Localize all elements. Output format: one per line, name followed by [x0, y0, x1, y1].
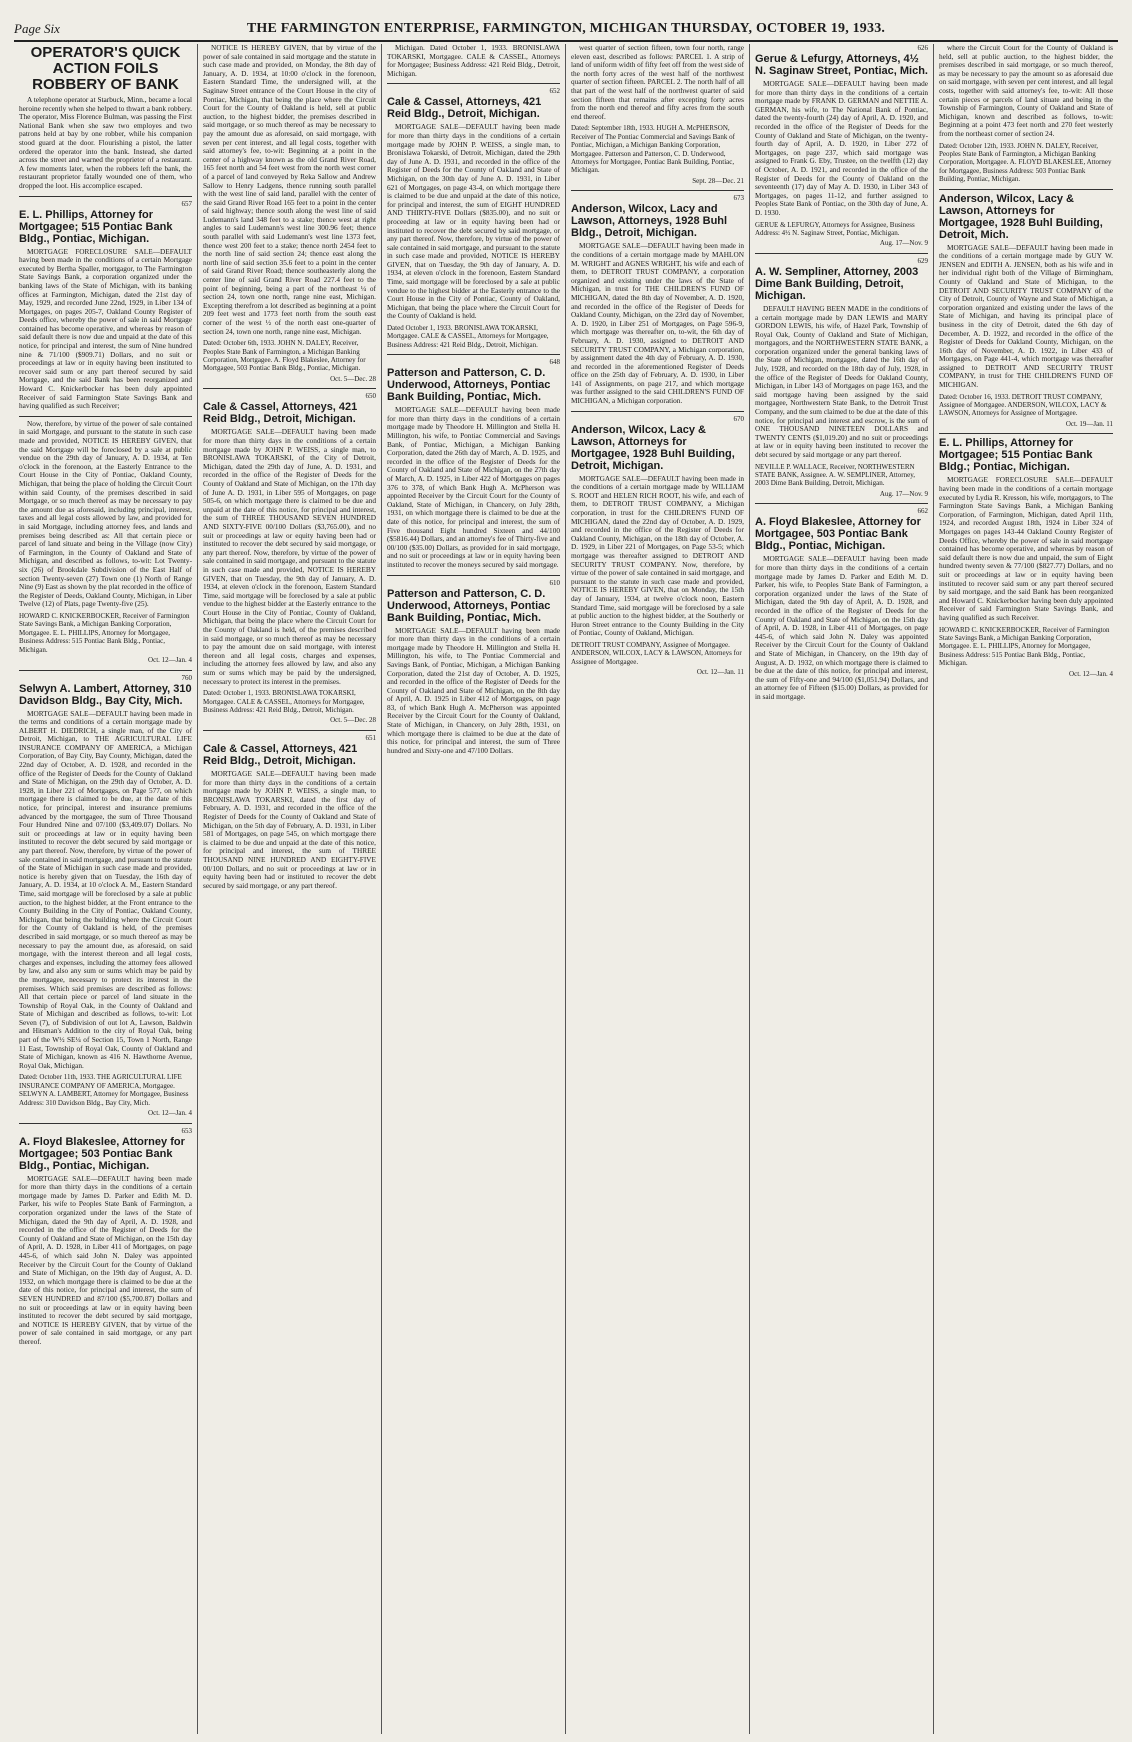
legal-notice — [387, 358, 560, 569]
notice-divider — [203, 730, 376, 731]
notice-number: 650 — [365, 392, 376, 401]
notice-signature: Dated: October 6th, 1933. JOHN N. DALEY, Receiver, Peoples State Bank of Farmington, a Michigan Banking Corporation, Mortgagee. A. Floyd Blakeslee, Attorney for Mortgagee, 503 Pontiac Bank Bldg., Pontiac, Michigan. — [203, 339, 366, 373]
column-5 — [750, 44, 934, 1734]
notice-run-dates: Oct. 12—Jan. 4 — [148, 1109, 192, 1118]
legal-notice — [19, 420, 192, 665]
notice-divider — [19, 670, 192, 671]
notice-divider — [571, 411, 744, 412]
legal-notice — [755, 44, 928, 248]
notice-heading: A. Floyd Blakeslee, Attorney for Mortgagee; 503 Pontiac Bank Bldg., Pontiac, Michigan. — [19, 1135, 185, 1172]
notice-run-dates: Oct. 19—Jan. 11 — [1065, 419, 1113, 428]
notice-body: MORTGAGE SALE—DEFAULT having been made in the conditions of a certain mortgage made by WILLIAM S. ROOT and HELEN RICH ROOT, his wife, and each of them, to DETROIT TRUST COMPANY, a Michigan corporation, in trust for the CHILDREN'S FUND OF MICHIGAN, dated the 22nd day of October, A. D. 1929, and recorded in the office of the Register of Deeds for Oakland County, Michigan, on the 18th day of October, A. D. 1929, in Liber 221 of Mortgages, on Page 53-5; which mortgage was thereafter assigned to DETROIT AND SECURITY TRUST COMPANY. Now, therefore, by virtue of the power of sale contained in said mortgage, and pursuant to the statute in such case made and provided, NOTICE IS HEREBY GIVEN, that on Monday, the 15th day of January, 1934, at twelve o'clock noon, Eastern Standard Time, said mortgage will be foreclosed by a sale at public auction to the highest bidder, at the Southerly or Huron Street entrance to the County Building in the City of Pontiac, County of Oakland, Michigan. — [571, 473, 744, 638]
masthead — [14, 14, 1118, 42]
legal-notice — [387, 87, 560, 349]
column-1 — [14, 44, 198, 1734]
columns — [14, 44, 1118, 1734]
notice-number: 662 — [917, 507, 928, 516]
notice-body: MORTGAGE SALE—DEFAULT having been made in the terms and conditions of a certain mortgage made by ALBERT H. DIEDRICH, a single man, of the City of Detroit, Michigan, to THE AGRICULTURAL LIFE INSURANCE COMPANY OF AMERICA, a Michigan Corporation, of Bay City, Bay County, Michigan, dated the 22nd day of October, A. D. 1928, and recorded in the office of the Register of Deeds for the County of Oakland and State of Michigan, on the 29th day of October, A. D. 1928, in Liber 221 of Mortgages, on Page 577, on which mortgage there is claimed to be due, at the date of this notice, for principal, interest and insurance premiums advanced by the mortgagee, the sum of Three Thousand Four Hundred Nine and 07/100 ($3,409.07) Dollars. No suit or proceedings at law or in equity having been instituted to recover the debt secured by said mortgage or any part thereof. Now, therefore, by virtue of the power of sale contained in said mortgage, and pursuant to the statute of the State of Michigan in such case made and provided, notice is hereby given that on Tuesday, the 16th day of January, A. D. 1934, at 10 o'clock A. M., Eastern Standard Time, said mortgage will be foreclosed by a sale at public auction, to the highest bidder, at the Front entrance to the County Building in the City of Pontiac, Oakland County, Michigan, that being the building where the Circuit Court for the County of Oakland is held, of the premises described in said mortgage, or so much thereof as may be necessary to pay the amount due, as aforesaid, on said mortgage, with the interest thereon and all legal costs, charges and expenses, including the attorney fees allowed by law, and also any sum or sums which may be paid by the mortgagee, necessary to protect its interest in the premises. Which said premises are described as follows: All that certain piece or parcel of land situate in the Township of Royal Oak, in the County of Oakland and State of Michigan and described as follows, to-wit: Lot Seven (7), of Subdivision of out lot A, Lawson, Baldwin and Hitsman's Addition to the city of Royal Oak, being part of the W½ SE¼ of Section 15, Town 1 North, Range 11 East, Township of Royal Oak, County of Oakland and State of Michigan, known as 416 N. Hawthorne Avenue, Royal Oak, Michigan. — [19, 708, 192, 1070]
notice-number: 652 — [549, 87, 560, 96]
notice-run-dates: Oct. 5—Dec. 28 — [330, 716, 376, 725]
legal-notice — [571, 44, 744, 185]
notice-body: NOTICE IS HEREBY GIVEN, that by virtue of the power of sale contained in said mortgage and the statute in such case made and provided, on Monday, the 8th day of January, A. D. 1934, at 10:00 o'clock in the forenoon, Eastern Standard Time, the undersigned will, at the Saginaw Street entrance of the Court House in the city of Pontiac, Michigan, that being the place where the Circuit Court for the County of Oakland is held, sell at public auction, to the highest bidder, the premises described in said mortgage, or so much thereof as may be necessary to pay the amount due as aforesaid, on said mortgage, with seven per cent interest, and all legal costs, together with said attorney's fee, to-wit: Beginning at a point in the center of a highway known as the old Grand River Road, 165 feet north and 54 feet west from the north west corner of a parcel of land conveyed by Reka Sallow and Andrew Sallow to Henry Ladgens, thence running south parallel with the west line of said land, parallel with the center of the said Grand River Road 165 feet to a point in the center of said highway; thence south along the west line of said Ludemann's land 348 feet to a stake; thence west at right angles to said Ludemann's west line 300.96 feet; thence south parallel with said Ludemann's west line 1373 feet, thence west 200 feet to a stake; thence north 2454 feet to the north line of said section 24; thence east along the north line of said section 35.6 feet to a point in the center of said Grand River Road; thence southeasterly along the center line of said Grand River Road 227.4 feet to the point of beginning, being a part of the northeast ¼ of section 24, town one north, range nine east, Michigan. Excepting therefrom a lot described as beginning at a point 209 feet west and 1773 feet north from the south east corner of the west ½ of the north east one-quarter of section 24, town one north, range nine east, Michigan. — [203, 44, 376, 336]
notice-signature: Dated: October 1, 1933. BRONISLAWA TOKARSKI, Mortgagee. CALE & CASSEL, Attorneys for Mortgagee, Business Address: 421 Reid Bldg., Detroit, Michigan. — [203, 689, 365, 715]
legal-notice — [387, 579, 560, 756]
notice-number: 657 — [181, 199, 192, 208]
notice-divider — [571, 190, 744, 191]
notice-body: MORTGAGE FORECLOSURE SALE—DEFAULT having been made in the conditions of a certain Mortgage executed by Bertha Spaller, mortgagor, to The Farmington State Savings Bank, a corporation organized under the banking laws of the State of Michigan, with its banking offices at Farmington, Michigan, dated the 21st day of May, 1929, and recorded June 22nd, 1929, in Liber 134 of Mortgages, on pages 205-7, Oakland County Register of Deeds office, whereby the power of sale in said Mortgage contained has become operative, and whereas by reason of said default there is now due and unpaid at the date of this notice, for principal and interest, the sum of Nine hundred nine & 71/100 ($909.71) Dollars, and no suit or proceedings at law or in equity having been instituted to recover said sum or any part thereof secured by said Mortgage, and the said Bank has been reorganized and Howard C. Knickerbocker has been duly appointed Receiver of said Farmington State Savings Bank and having qualified as such Receiver; — [19, 246, 192, 411]
notice-run-dates: Oct. 12—Jan. 4 — [1069, 669, 1113, 678]
column-6 — [934, 44, 1118, 1734]
notice-signature: Dated: October 12th, 1933. JOHN N. DALEY, Receiver, Peoples State Bank of Farmington, a Michigan Banking Corporation, Mortgagee. A. FLOYD BLAKESLEE, Attorney for Mortgagee, Business Address: 503 Pontiac Bank Building, Pontiac, Michigan. — [939, 141, 1112, 184]
notice-divider — [387, 83, 560, 84]
legal-notice — [19, 1127, 192, 1347]
notice-body: Now, therefore, by virtue of the power of sale contained in said Mortgage, and pursuant to the statute in such case made and provided, NOTICE IS HEREBY GIVEN, that the said Mortgage will be foreclosed by a sale at public vendue on the 29th day of January, A. D. 1934, at Ten o'clock in the forenoon, at the Easterly Entrance to the Court House in the City of Pontiac, Oakland County, Michigan, that being the place of holding the Circuit Court within said County, of the premises described in said Mortgage, or so much thereof as may be necessary to pay the amount due as aforesaid, including principal, interest, taxes and all legal costs allowed by law, and provided for in said Mortgage, including attorney fees, and lands and premises being described as: All that certain piece or parcel of land situate and being in the Village (now City) of Farmington, in the County of Oakland and State of Michigan, and described as follows, to-wit: Lot Twenty-six (26) of Brookdale Subdivision of the East Half of section Twenty-seven (27) Town one (1) North of Range Nine (9) East as shown by the plat recorded in the office of the Register of Deeds, Oakland County, Michigan, in Liber Twelve (12) of Plats, page Twenty-five (25). — [19, 418, 192, 609]
notice-run-dates: Aug. 17—Nov. 9 — [879, 239, 928, 248]
notice-body: A telephone operator at Starbuck, Minn., became a local heroine recently when she helped to thwart a bank robbery. The operator, Miss Florence Bulman, was passing the First National Bank when she saw two employes and two patrons held at bay by one robber, while his companion stood guard at the door. Flourishing a pistol, the latter ordered the operator into the bank. Instead, she darted across the street and warned the proprietor of a restaurant. A few moments later, when the robbers left the bank, the restaurant proprietor fatally wounded one of them, who dropped the loot. His accomplice escaped. — [19, 95, 192, 190]
column-2 — [198, 44, 382, 1734]
notice-number: 648 — [549, 358, 560, 367]
notice-divider — [19, 196, 192, 197]
notice-divider — [387, 354, 560, 355]
notice-body: MORTGAGE SALE—DEFAULT having been made for more than thirty days in the conditions of a certain mortgage made by FRANK D. GERMAN and NETTIE A. GERMAN, his wife, to The National Bank of Pontiac, dated the twenty-fourth (24) day of April, A. D. 1920, and recorded in the office of the Register of Deeds for the County of Oakland and State of Michigan, on the twenty-fourth day of April, A. D. 1920, in Liber 272 of Mortgages, on page 237, which said mortgage was assigned to Frank G. Eby, Trustee, on the twelfth (12) day of October, A. D. 1921, and recorded in the office of the Register of Deeds for the County of Oakland on the seventeenth (17) day of May A. D. 1930, in Liber 343 of Mortgages, on pages 11-12, and further assigned to Peoples State Bank of Pontiac, on the 30th day of June, A. D. 1930. — [755, 79, 928, 217]
notice-body: MORTGAGE FORECLOSURE SALE—DEFAULT having been made in the conditions of a certain mortgage executed by Lydia R. Kresson, his wife, mortgagors, to The Farmington State Savings Bank, a Michigan Banking Corporation, of Farmington, Michigan, dated April 11th, 1924, and recorded August 18th, 1924 in Liber 324 of Mortgages on pages 143-44 Oakland County Register of Deeds Office, whereby the power of sale in said mortgage contained has become operative, and whereas by reason of said default there is now due and unpaid, the sum of Eight hundred twenty seven & 77/100 ($827.77) Dollars, and no suit or proceedings at law or in equity having been instituted to recover said sum or any part thereof secured by said mortgage, and the said Bank has been reorganized and Howard C. Knickerbocker having been duly appointed Receiver of said Farmington State Savings Bank, and having qualified as such Receiver. — [939, 475, 1113, 622]
notice-heading: Patterson and Patterson, C. D. Underwood, Attorneys, Pontiac Bank Building, Pontiac, Mich. — [387, 367, 551, 404]
notice-body: MORTGAGE SALE—DEFAULT having been made for more than thirty days in the conditions of a certain mortgage made by JOHN P. WEISS, a single man, to BRONISLAWA TOKARSKI, dated the first day of February, A. D. 1931, and recorded in the office of the Register of Deeds for the County of Oakland and State of Michigan, on the 5th day of February, A. D. 1931, in Liber 581 of Mortgages, on page 545, on which mortgage there is claimed to be due and unpaid at the date of this notice, for principal and interest, the sum of THREE THOUSAND NINE HUNDRED AND EIGHTY-FIVE 00/100 Dollars, and no suit or proceedings at law or in equity having been had or instituted to recover the debt secured by said mortgage, or any part thereof. — [203, 769, 376, 890]
notice-number: 670 — [733, 414, 744, 423]
column-3 — [382, 44, 566, 1734]
notice-heading: Anderson, Wilcox, Lacy & Lawson, Attorneys for Mortgagee, 1928 Buhl Building, Detroit, Michigan. — [571, 423, 735, 472]
legal-notice — [939, 44, 1113, 184]
legal-notice — [755, 507, 928, 701]
legal-notice — [19, 200, 192, 411]
notice-body: MORTGAGE SALE—DEFAULT having been made for more than thirty days in the conditions of a certain mortgage made by James D. Parker and Edith M. D. Parker, his wife to Peoples State Bank of Farmington, a corporation organized under the laws of the State of Michigan, dated the 9th day of April, A. D. 1928, and recorded in the office of the Register of Deeds for the County of Oakland and State of Michigan, on the 15th day of April, A. D. 1928, in Liber 411 of Mortgages, on page 445-6, of which said John N. Daley was appointed Receiver by the Circuit Court for the County of Oakland and State of Michigan, on the 19th day of August, A. D. 1932, on which mortgage there is claimed to be due at the date of this notice, for principal and interest, the sum of SEVEN HUNDRED and 87/100 ($5,700.87) Dollars and no suit or proceedings at law or in equity having been instituted to recover the debt secured by said mortgage, and NOTICE IS HEREBY GIVEN, that by virtue of the power of sale contained in said mortgage, or any part thereof. — [19, 1173, 192, 1346]
notice-number: 760 — [181, 673, 192, 682]
notice-body: MORTGAGE SALE—DEFAULT having been made for more than thirty days in the conditions of a certain mortgage made by Theodore H. Millington and Stella H. Millington, his wife, to Pontiac Commercial and Savings Bank, of Pontiac, Michigan, a Michigan Banking Corporation, dated the 26th day of March, A. D. 1925, and recorded in the office of the Register of Deeds for the County of Oakland and State of Michigan, on the 27th day of March, A. D. 1925, in Liber 422 of Mortgages on pages 376 to 378, of which Bank Hugh A. McPherson was appointed Receiver by the Circuit Court for the County of Oakland, State of Michigan, in Chancery, on July 28th, 1931, on which mortgage there is claimed to be due at the date of this notice, for principal and interest, the sum of Five thousand Eight hundred Sixteen and 44/100 ($5816.44) Dollars, and an attorney's fee of Thirty-five and 00/100 ($35.00) Dollars, as provided for in said mortgage, and no suit or proceedings at law or in equity having been instituted to recover the moneys secured by said mortgage. — [387, 405, 561, 569]
legal-notice — [203, 734, 376, 890]
notice-heading: Anderson, Wilcox, Lacy & Lawson, Attorneys for Mortgagee, 1928 Buhl Building, Detroit, Mich. — [939, 192, 1103, 241]
notice-divider — [19, 1123, 192, 1124]
notice-body: DEFAULT HAVING BEEN MADE in the conditions of a certain mortgage made by DAN LEWIS and MARY GORDON LEWIS, his wife, of Hazel Park, Township of Royal Oak, County of Oakland and State of Michigan, mortgagors, and the NORTHWESTERN STATE BANK, a corporation organized under the general banking laws of the State of Michigan, mortgagee, dated the 16th day of July, 1928, and recorded on the 18th day of July, 1928, in the office of the Register of Deeds for Oakland County, Michigan, in Liber 143 of Mortgages on page 163, and the said mortgage having been assigned by the said mortgagee, Northwestern State Bank, to the Detroit Trust Company, and the sum claimed to be due at the date of this notice, for principal and interest and escrow, is the sum of ONE THOUSAND NINETEEN DOLLARS and TWENTY CENTS ($1,019.20) and no suit or proceedings at law or in equity having been instituted to recover the debt secured by said mortgage or any part thereof. — [755, 303, 928, 459]
notice-run-dates: Oct. 12—Jan. 4 — [148, 655, 192, 664]
notice-heading: Gerue & Lefurgy, Attorneys, 4½ N. Saginaw Street, Pontiac, Mich. — [755, 53, 928, 77]
notice-body: where the Circuit Court for the County of Oakland is held, sell at public auction, to the highest bidder, the premises described in said mortgage, or so much thereof, as may be necessary to pay the amount so as aforesaid due on said mortgage, with seven per cent interest, and all legal costs, together with said attorney's fee, to-wit: All those certain pieces or parcels of land situate and being in the Township of Farmington, County of Oakland and State of Michigan, known and described as follows, to-wit: Beginning at a point 473 feet north and 270 feet westerly from the northeast corner of section 24. — [939, 44, 1113, 138]
notice-signature: GERUE & LEFURGY, Attorneys for Assignee, Business Address: 4½ N. Saginaw Street, Pontiac, Michigan. — [755, 220, 915, 237]
notice-body: west quarter of section fifteen, town four north, range eleven east, described as follows: PARCEL 1. A strip of land of uniform width of fifty feet off from the west side of the north forty acres of the west half of the northwest quarter of section fifteen. PARCEL 2. The north half of all that part of the west half of the northwest quarter of said section fifteen that remains after excepting forty acres from the north end thereof and fifty acres from the south end thereof. — [571, 44, 744, 121]
legal-notice — [755, 257, 928, 499]
notice-heading: Selwyn A. Lambert, Attorney, 310 Davidson Bldg., Bay City, Mich. — [19, 682, 192, 707]
legal-notice — [203, 44, 376, 383]
notice-body: MORTGAGE SALE—DEFAULT having been made for more than thirty days in the conditions of a certain mortgage made by James D. Parker and Edith M. D. Parker, his wife, to Peoples State Bank of Farmington, a corporation organized under the laws of the State of Michigan, dated the 9th day of April, A. D. 1928, and recorded in the office of the Register of Deeds for the County of Oakland and State of Michigan, on the 15th day of April, A. D. 1928, in Liber 411 of Mortgages, on page 445-6, of which said John N. Daley was appointed Receiver by the Circuit Court for the County of Oakland and State of Michigan, in Chancery, on the 19th day of August, A. D. 1932, on which mortgage there is claimed to be due at the date of this notice, for principal and interest, the sum of Fifty-one and 94/100 ($1,051.94) Dollars, and an attorney fee of Fifteen ($15.00) Dollars, as provided for in said mortgage. — [755, 554, 928, 701]
notice-heading: Anderson, Wilcox, Lacy and Lawson, Attorneys, 1928 Buhl Bldg., Detroit, Michigan. — [571, 203, 728, 240]
legal-notice — [939, 437, 1113, 678]
notice-number: 651 — [365, 734, 376, 743]
notice-signature: HOWARD C. KNICKERBOCKER, Receiver of Farmington State Savings Bank, a Michigan Banking Corporation, Mortgagee. E. L. PHILLIPS, Attorney for Mortgagee, Business Address: 515 Pontiac Bank Bldg., Pontiac, Michigan. — [939, 625, 1110, 668]
notice-run-dates: Sept. 28—Dec. 21 — [692, 176, 744, 185]
legal-notice — [571, 194, 744, 405]
notice-signature: Dated: October 11th, 1933. THE AGRICULTURAL LIFE INSURANCE COMPANY OF AMERICA, Mortgagee. SELWYN A. LAMBERT, Attorney for Mortgagee, Business Address: 310 Davidson Bldg., Bay City, Mich. — [19, 1073, 189, 1107]
legal-notice — [203, 392, 376, 725]
notice-body: Michigan. Dated October 1, 1933. BRONISLAWA TOKARSKI, Mortgagee. CALE & CASSEL, Attorneys for Mortgagee; Business Address: 421 Reid Bldg., Detroit, Michigan. — [387, 44, 560, 78]
notice-divider — [387, 575, 560, 576]
notice-number: 673 — [733, 194, 744, 203]
notice-body: MORTGAGE SALE—DEFAULT having been made in the conditions of a certain mortgage made by GUY W. JENSEN and EDITH A. JENSEN, both as his wife and in her individual right both of the Village of Birmingham, County of Oakland and State of Michigan, to the DETROIT AND SECURITY TRUST COMPANY of the City of Detroit, County of Wayne and State of Michigan, a corporation organized and existing under the laws of the State of Michigan, and having its principal place of business in the city of Detroit, dated the 6th day of December, A. D. 1922, and recorded in the office of the Register of Deeds for Oakland County, Michigan, on the 16th day of November, A. D. 1922, in Liber 433 of Mortgages, on Page 441-4, which mortgage was thereafter assigned to DETROIT AND SECURITY TRUST COMPANY, in trust for THE CHILDREN'S FUND OF MICHIGAN. — [939, 242, 1113, 390]
notice-run-dates: Oct. 12—Jan. 11 — [696, 668, 744, 677]
legal-notice — [19, 674, 192, 1118]
notice-heading: Cale & Cassel, Attorneys, 421 Reid Bldg., Detroit, Michigan. — [203, 743, 358, 768]
notice-heading: Cale & Cassel, Attorneys, 421 Reid Bldg., Detroit, Michigan. — [387, 96, 542, 121]
notice-run-dates: Oct. 5—Dec. 28 — [330, 374, 376, 383]
column-4 — [566, 44, 750, 1734]
notice-heading: A. W. Sempliner, Attorney, 2003 Dime Bank Building, Detroit, Michigan. — [755, 265, 919, 302]
notice-heading: E. L. Phillips, Attorney for Mortgagee; 515 Pontiac Bank Bldg., Pontiac, Michigan. — [19, 208, 173, 245]
notice-body: MORTGAGE SALE—DEFAULT having been made in the conditions of a certain mortgage made by MAHLON M. WRIGHT and AGNES WRIGHT, his wife and each of them, to DETROIT TRUST COMPANY, a corporation organized and existing under the laws of the State of Michigan, in trust for THE CHILDREN'S FUND OF MICHIGAN, dated the 8th day of November, A. D. 1920, and recorded in the office of the Register of Deeds for Oakland County, Michigan, on the 23rd day of November, A. D. 1920, in Liber 251 of Mortgages, on Page 596-9, which mortgage was thereafter on, to-wit, the 6th day of February, A. D. 1930, assigned to DETROIT AND SECURITY TRUST COMPANY, a Michigan corporation, by assignment dated the 4th day of February, A. D. 1930, and recorded in the aforementioned Register of Deeds office on the 25th day of February, A. D. 1930, in Liber 141 of Assignments, on page 217, and which mortgage was further assigned to the said CHILDREN'S FUND OF MICHIGAN, a Michigan corporation. — [571, 241, 744, 406]
notice-signature: Dated: September 18th, 1933. HUGH A. McPHERSON, Receiver of The Pontiac Commercial and Savings Bank of Pontiac, Michigan, a Michigan Banking Corporation, Mortgagee. Patterson and Patterson, C. D. Underwood, Attorneys for Mortgagee, Pontiac Bank Building, Pontiac, Michigan. — [571, 124, 735, 175]
notice-divider — [755, 253, 928, 254]
notice-divider — [939, 189, 1113, 190]
notice-divider — [755, 503, 928, 504]
notice-divider — [203, 388, 376, 389]
legal-notice — [387, 44, 560, 78]
notice-signature: HOWARD C. KNICKERBOCKER, Receiver of Farmington State Savings Bank, a Michigan Banking Corporation, Mortgagee. E. L. PHILLIPS, Attorney for Mortgagee, Business Address: 515 Pontiac Bank Bldg., Pontiac, Michigan. — [19, 611, 190, 654]
masthead-title: THE FARMINGTON ENTERPRISE, FARMINGTON, MICHIGAN THURSDAY, OCTOBER 19, 1933. — [246, 21, 886, 36]
notice-number: 610 — [549, 578, 560, 587]
notice-heading: OPERATOR'S QUICK ACTION FOILS ROBBERY OF BANK — [30, 44, 181, 93]
notice-heading: E. L. Phillips, Attorney for Mortgagee; 515 Pontiac Bank Bldg.; Pontiac, Michigan. — [939, 437, 1093, 474]
legal-notice — [571, 415, 744, 677]
notice-divider — [19, 416, 192, 417]
notice-signature: DETROIT TRUST COMPANY, Assignee of Mortgagee. ANDERSON, WILCOX, LACY & LAWSON, Attorneys for Assignee of Mortgagee. — [571, 640, 742, 666]
notice-signature: Dated: October 16, 1933. DETROIT TRUST COMPANY, Assignee of Mortgagee. ANDERSON, WILCOX, LACY & LAWSON, Attorneys for Assignee of Mortgagee. — [939, 392, 1107, 418]
notice-number: 626 — [917, 44, 928, 52]
notice-signature: Dated October 1, 1933. BRONISLAWA TOKARSKI, Mortgagee. CALE & CASSEL, Attorneys for Mortgagee, Business Address: 421 Reid Bldg., Detroit, Michigan. — [387, 324, 549, 349]
notice-heading: Cale & Cassel, Attorneys, 421 Reid Bldg., Detroit, Michigan. — [203, 401, 358, 426]
notice-body: MORTGAGE SALE—DEFAULT having been made for more than thirty days in the conditions of a certain mortgage made by JOHN P. WEISS, a single man, to Bronislawa Tokarski, of Detroit, Michigan, dated the 29th day of June A. D. 1931, and recorded in the office of the Register of Deeds for the County of Oakland and State of Michigan, on the 30th day of June A. D. 1931, in Liber 621 of Mortgages, on page 43-4, on which mortgage there is claimed to be due and unpaid at the date of this notice, for principal and interest, the sum of EIGHT HUNDRED AND THIRTY-FIVE Dollars ($835.00), and no suit or proceeding at law or in equity having been had or instituted to recover the debt secured by said mortgage, or any part thereof. Now, therefore, by virtue of the power of sale contained in said mortgage, and pursuant to the statute in such case made and provided, NOTICE IS HEREBY GIVEN, that on Tuesday, the 9th day of January, A. D. 1934, at eleven o'clock in the forenoon, Eastern Standard Time, said mortgage will be foreclosed by a sale at public vendue to the highest bidder at the Easterly entrance to the Court House in the City of Pontiac, County of Oakland, Michigan, that being the place where the Circuit Court for the County of Oakland is held. — [387, 122, 560, 321]
notice-heading: Patterson and Patterson, C. D. Underwood, Attorneys, Pontiac Bank Building, Pontiac, Mich. — [387, 587, 551, 624]
notice-number: 629 — [917, 256, 928, 265]
notice-heading: A. Floyd Blakeslee, Attorney for Mortgagee, 503 Pontiac Bank Bldg., Pontiac, Michigan. — [755, 516, 921, 553]
notice-body: MORTGAGE SALE—DEFAULT having been made for more than thirty days in the conditions of a certain mortgage made by Theodore H. Millington and Stella H. Millington, his wife, to The Pontiac Commercial and Savings Bank, of Pontiac, Michigan, a Michigan Banking Corporation, dated the 21st day of October, A. D. 1925, and recorded in the office of the Register of Deeds for the County of Oakland and State of Michigan, on the 8th day of April, A. D. 1925 in Liber 412 of Mortgages, on page 83, of which Bank Hugh A. McPherson was appointed Receiver by the Circuit Court for the County of Oakland, State of Michigan, in Chancery, on July 28th, 1931, on which mortgage there is claimed to be due at the date of this notice, for principal and interest, the sum of Three hundred and Sixty-one and 47/100 Dollars. — [387, 625, 560, 755]
page-label: Page Six — [14, 21, 60, 36]
notice-divider — [939, 433, 1113, 434]
notice-number: 653 — [181, 1126, 192, 1135]
notice-signature: NEVILLE P. WALLACE, Receiver, NORTHWESTERN STATE BANK, Assignee. A. W. SEMPLINER, Attorney, 2003 Dime Bank Building, Detroit, Michigan. — [755, 462, 915, 488]
notice-run-dates: Aug. 17—Nov. 9 — [879, 489, 928, 498]
legal-notice — [19, 45, 192, 191]
legal-notice — [939, 193, 1113, 429]
notice-body: MORTGAGE SALE—DEFAULT having been made for more than thirty days in the conditions of a certain mortgage made by JOHN P. WEISS, a single man, to BRONISLAWA TOKARSKI, of the City of Detroit, Michigan, dated the 29th day of June, A. D. 1931, and recorded in the office of the Register of Deeds for the County of Oakland and State of Michigan, on the 17th day of June A. D. 1931, in Liber 595 of Mortgages, on page 505-6, on which mortgage there is claimed to be due and unpaid at the date of this notice, for principal and interest, the sum of THREE THOUSAND SEVEN HUNDRED AND SIXTY-FIVE 00/100 Dollars ($3,765.00), and no suit or proceedings at law or equity having been had or instituted to recover the debt secured by said mortgage, or any part thereof. Now, therefore, by virtue of the power of sale contained in said mortgage, and pursuant to the statute in such case made and provided, NOTICE IS HEREBY GIVEN, that on Tuesday, the 9th day of January, A. D. 1934, at eleven o'clock in the forenoon, Eastern Standard Time, said mortgage will be foreclosed by a sale at public vendue to the highest bidder at the Easterly entrance to the Court House in the City of Pontiac, County of Oakland, Michigan, that being the place where the Circuit Court for the County of Oakland is held, of the premises described in said mortgage, or so much thereof as may be necessary to pay the amount due on said mortgage, with interest thereon and all legal costs, charges and expenses, including the attorney fees allowed by law, and also any sum or sums which may be paid by the undersigned, necessary to protect its interest in the premises. — [203, 427, 376, 686]
